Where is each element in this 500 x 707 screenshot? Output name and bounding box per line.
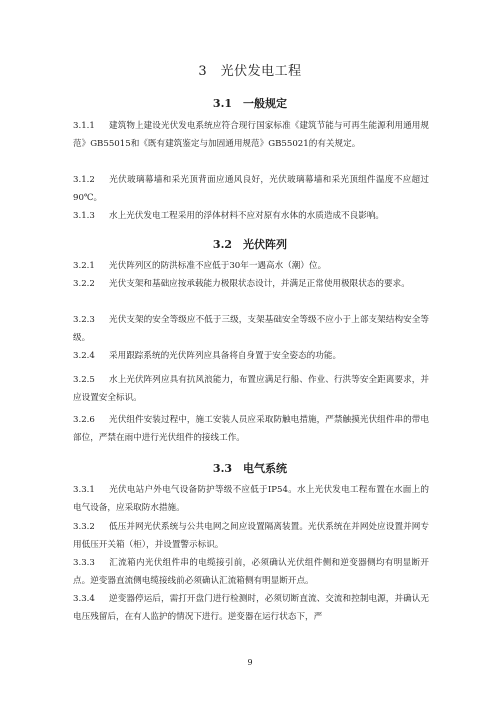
clause (73, 411, 429, 447)
clause (73, 590, 429, 626)
clause-text: 光伏阵列区的防洪标准不应低于30年一遇高水（潮）位。 (109, 261, 327, 271)
clause-number: 3.2.3 (73, 315, 95, 325)
clause-text: 光伏组件安装过程中，施工安装人员应采取防触电措施，严禁触摸光伏组件串的带电部位，严禁在雨中进行光伏组件的接线工作。 (73, 415, 429, 443)
clause (73, 275, 429, 293)
clause-text: 建筑物上建设光伏发电系统应符合现行国家标准《建筑节能与可再生能源利用通用规范》GB55015和《既有建筑鉴定与加固通用规范》GB55021的有关规定。 (73, 121, 429, 149)
clause-text: 光伏支架和基础应按承载能力极限状态设计，并满足正常使用极限状态的要求。 (109, 279, 410, 289)
clause (73, 554, 429, 590)
clause (73, 171, 429, 207)
clause-number: 3.1.2 (73, 175, 95, 185)
clause-text: 逆变器停运后，需打开盘门进行检测时，必须切断直流、交流和控制电源，并确认无电压残留后，在有人监护的情况下进行。逆变器在运行状态下，严 (73, 594, 429, 622)
clause-text: 水上光伏发电工程采用的浮体材料不应对原有水体的水质造成不良影响。 (109, 211, 385, 221)
clause-number: 3.1.3 (73, 211, 95, 221)
clause-number: 3.3.2 (73, 522, 95, 532)
chapter-title: 3 光伏发电工程 (198, 64, 302, 79)
clause (73, 371, 429, 407)
clause-number: 3.3.1 (73, 485, 95, 495)
clause (73, 117, 429, 153)
clause-number: 3.2.2 (73, 279, 95, 289)
clause-number: 3.1.1 (73, 121, 95, 131)
clause (73, 347, 429, 365)
clause-number: 3.2.1 (73, 261, 95, 271)
clause-number: 3.2.5 (73, 375, 95, 385)
clause (73, 481, 429, 517)
clause (73, 257, 429, 275)
section-title: 3.3 电气系统 (212, 462, 288, 475)
page-number: 9 (247, 658, 253, 667)
clause-text: 汇流箱内光伏组件串的电缆接引前，必须确认光伏组件侧和逆变器侧均有明显断开点。逆变器直流侧电缆接线前必须确认汇流箱侧有明显断开点。 (73, 558, 429, 586)
clause-text: 水上光伏阵列应具有抗风浪能力，布置应满足行船、作业、行洪等安全距离要求，并应设置安全标识。 (73, 375, 429, 403)
clause-number: 3.2.4 (73, 351, 95, 361)
clause-text: 低压并网光伏系统与公共电网之间应设置隔离装置。光伏系统在并网处应设置并网专用低压开关箱（柜），并设置警示标识。 (73, 522, 429, 550)
clause (73, 311, 429, 347)
clause-text: 光伏支架的安全等级应不低于三级，支架基础安全等级不应小于上部支架结构安全等级。 (73, 315, 429, 343)
clause-number: 3.3.3 (73, 558, 95, 568)
clause-text: 光伏玻璃幕墙和采光顶背面应通风良好，光伏玻璃幕墙和采光顶组件温度不应超过90℃。 (73, 175, 429, 203)
clause-text: 采用跟踪系统的光伏阵列应具备将自身置于安全姿态的功能。 (109, 351, 342, 361)
clause-text: 光伏电站户外电气设备防护等级不应低于IP54。水上光伏发电工程布置在水面上的电气设备，应采取防水措施。 (73, 485, 429, 513)
section-title: 3.2 光伏阵列 (212, 238, 288, 251)
section-title: 3.1 一般规定 (212, 97, 288, 110)
clause (73, 207, 429, 225)
clause-number: 3.3.4 (73, 594, 95, 604)
clause (73, 518, 429, 554)
clause-number: 3.2.6 (73, 415, 95, 425)
